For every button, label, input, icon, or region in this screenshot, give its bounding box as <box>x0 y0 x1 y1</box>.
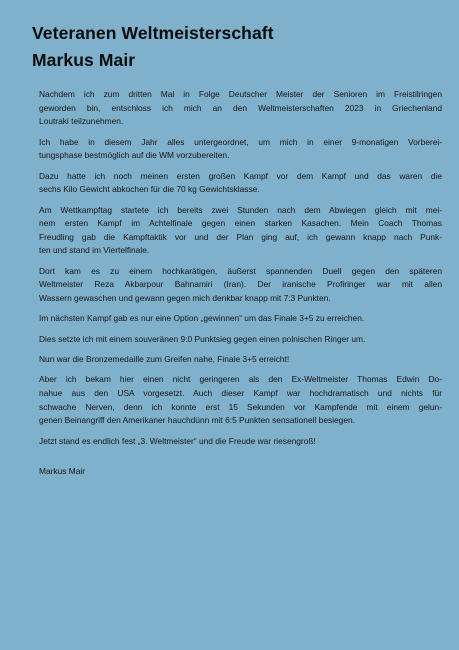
paragraph <box>39 88 442 129</box>
article-body <box>39 88 442 479</box>
page-title <box>32 20 432 74</box>
paragraph <box>39 435 442 449</box>
paragraph <box>39 204 442 258</box>
paragraph-line: Nun war die Bronzemedaille zum Greifen nahe, Finale 3+5 erreicht! <box>39 354 290 365</box>
paragraph-line: Dies setzte ich mit einem souveränen 9:0 Punktsieg gegen einen polnischen Ringer um. <box>39 333 366 344</box>
paragraph-line: genen Beinangriff den Amerikaner hauchdünn mit 6:5 Punkten sensationell besiegen. <box>39 415 355 426</box>
paragraph-line: geworden bin, entschloss ich mich an den Weltmeisterschaften 2023 in Griechenland <box>39 102 442 113</box>
paragraph-line: Loutraki teilzunehmen. <box>39 116 124 127</box>
paragraph-line: Aber ich bekam hier einen nicht geringeren als den Ex-Weltmeister Thomas Edwin Do- <box>39 374 442 385</box>
paragraph <box>39 136 442 163</box>
paragraph <box>39 373 442 427</box>
paragraph-line: Wassern gewaschen und gewann gegen mich denkbar knapp mit 7:3 Punkten. <box>39 292 331 303</box>
paragraph <box>39 333 442 347</box>
paragraph <box>39 312 442 326</box>
paragraph-line: Im nächsten Kampf gab es nur eine Option „gewinnen“ um das Finale 3+5 zu erreichen. <box>39 313 365 324</box>
signature: Markus Mair <box>39 466 86 477</box>
paragraph-line: Jetzt stand es endlich fest „3. Weltmeister“ und die Freude war riesengroß! <box>39 435 316 446</box>
paragraph-line: Ich habe in diesem Jahr alles untergeordnet, um mich in einer 9-monatigen Vorberei- <box>39 136 442 147</box>
title-line-2: Markus Mair <box>32 50 136 70</box>
paragraph-line: Freudling gab die Kampftaktik vor und der Plan ging auf, ich gewann knapp nach Punk- <box>39 231 442 242</box>
paragraph <box>39 265 442 306</box>
paragraph-line: Weltmeister Reza Akbarpour Bahnamiri (Iran). Der iranische Profiringer war mit allen <box>39 279 442 290</box>
paragraph-line: ten und stand im Viertelfinale. <box>39 245 150 256</box>
title-line-1: Veteranen Weltmeisterschaft <box>32 23 274 43</box>
paragraph <box>39 353 442 367</box>
paragraph-line: sechs Kilo Gewicht abkochen für die 70 kg Gewichtsklasse. <box>39 184 260 195</box>
paragraph-list <box>39 88 442 448</box>
paragraph-line: Nachdem ich zum dritten Mal in Folge Deutscher Meister der Senioren im Freistilringen <box>39 89 442 99</box>
paragraph-line: Am Wettkampftag startete ich bereits zwei Stunden nach dem Abwiegen gleich mit mei- <box>39 204 442 215</box>
paragraph-line: nahue aus den USA vorgesetzt. Auch dieser Kampf war hochdramatisch und nichts für <box>39 388 442 399</box>
paragraph-line: schwache Nerven, denn ich konnte erst 15 Sekunden vor Kampfende mit einem gelun- <box>39 401 442 412</box>
paragraph-line: tungsphase bestmöglich auf die WM vorzubereiten. <box>39 150 230 161</box>
paragraph-line: Dazu hatte ich noch meinen ersten großen Kampf vor dem Kampf und das waren die <box>39 170 442 181</box>
paragraph <box>39 170 442 197</box>
paragraph-line: Dort kam es zu einem hochkarätigen, äußerst spannenden Duell gegen den späteren <box>39 265 442 276</box>
paragraph-line: nem ersten Kampf im Achtelfinale gegen einen starken Kasachen. Mein Coach Thomas <box>39 218 442 229</box>
